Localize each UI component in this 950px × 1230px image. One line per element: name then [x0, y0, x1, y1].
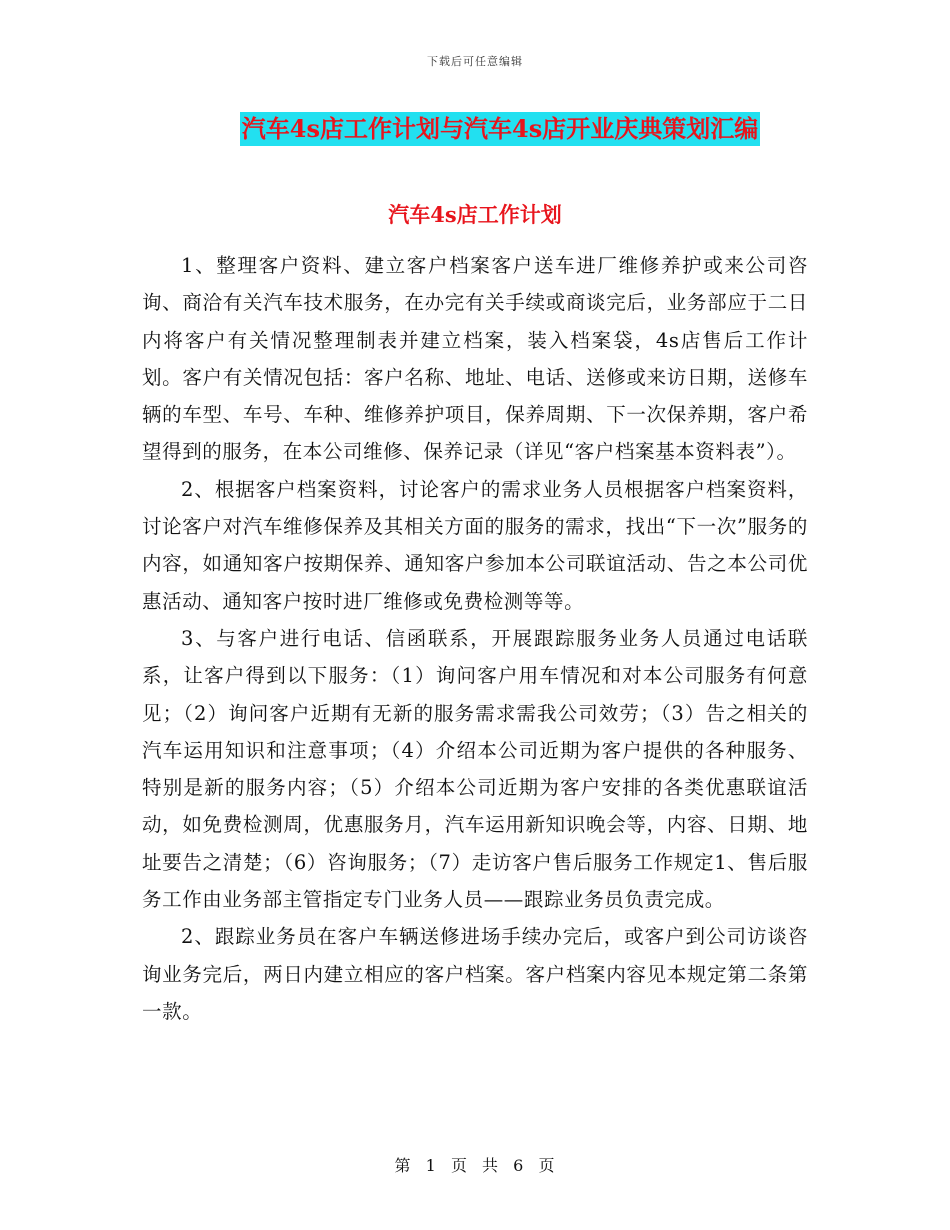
footer-total-pages: 6 [513, 1156, 525, 1175]
footer-page-label: 第 [394, 1156, 412, 1175]
paragraph: 2、根据客户档案资料，讨论客户的需求业务人员根据客户档案资料，讨论客户对汽车维修保养及其相关方面的服务的需求，找出“下一次”服务的内容，如通知客户按期保养、通知客户参加本公司联谊活动、告之本公司优惠活动、通知客户按时进厂维修或免费检测等等。 [142, 477, 808, 613]
header-note: 下载后可任意编辑 [427, 55, 523, 68]
footer-page-unit: 页 [450, 1156, 468, 1175]
paragraph: 3、与客户进行电话、信函联系，开展跟踪服务业务人员通过电话联系，让客户得到以下服务：（1）询问客户用车情况和对本公司服务有何意见；（2）询问客户近期有无新的服务需求需我公司效劳；（3）告之相关的汽车运用知识和注意事项；（4）介绍本公司近期为客户提供的各种服务、特别是新的服务内容；（5）介绍本公司近期为客户安排的各类优惠联谊活动，如免费检测周，优惠服务月，汽车运用新知识晚会等，内容、日期、地址要告之清楚；（6）咨询服务；（7）走访客户售后服务工作规定1、售后服务工作由业务部主管指定专门业务人员——跟踪业务员负责完成。 [142, 626, 808, 912]
page-footer [0, 1153, 950, 1176]
document-title: 汽车4s店工作计划与汽车4s店开业庆典策划汇编 [240, 112, 760, 146]
footer-total-label: 共 [482, 1156, 500, 1175]
section-title: 汽车4s店工作计划 [388, 202, 562, 227]
paragraph: 1、整理客户资料、建立客户档案客户送车进厂维修养护或来公司咨询、商洽有关汽车技术服务，在办完有关手续或商谈完后，业务部应于二日内将客户有关情况整理制表并建立档案，装入档案袋，4s店售后工作计划。客户有关情况包括：客户名称、地址、电话、送修或来访日期，送修车辆的车型、车号、车种、维修养护项目，保养周期、下一次保养期，客户希望得到的服务，在本公司维修、保养记录（详见“客户档案基本资料表”）。 [142, 254, 808, 464]
document-body [142, 247, 808, 1030]
footer-page-number: 1 [425, 1156, 437, 1175]
paragraph: 2、跟踪业务员在客户车辆送修进场手续办完后，或客户到公司访谈咨询业务完后，两日内建立相应的客户档案。客户档案内容见本规定第二条第一款。 [142, 925, 808, 1023]
footer-total-unit: 页 [538, 1156, 556, 1175]
document-title-wrapper [0, 112, 950, 146]
